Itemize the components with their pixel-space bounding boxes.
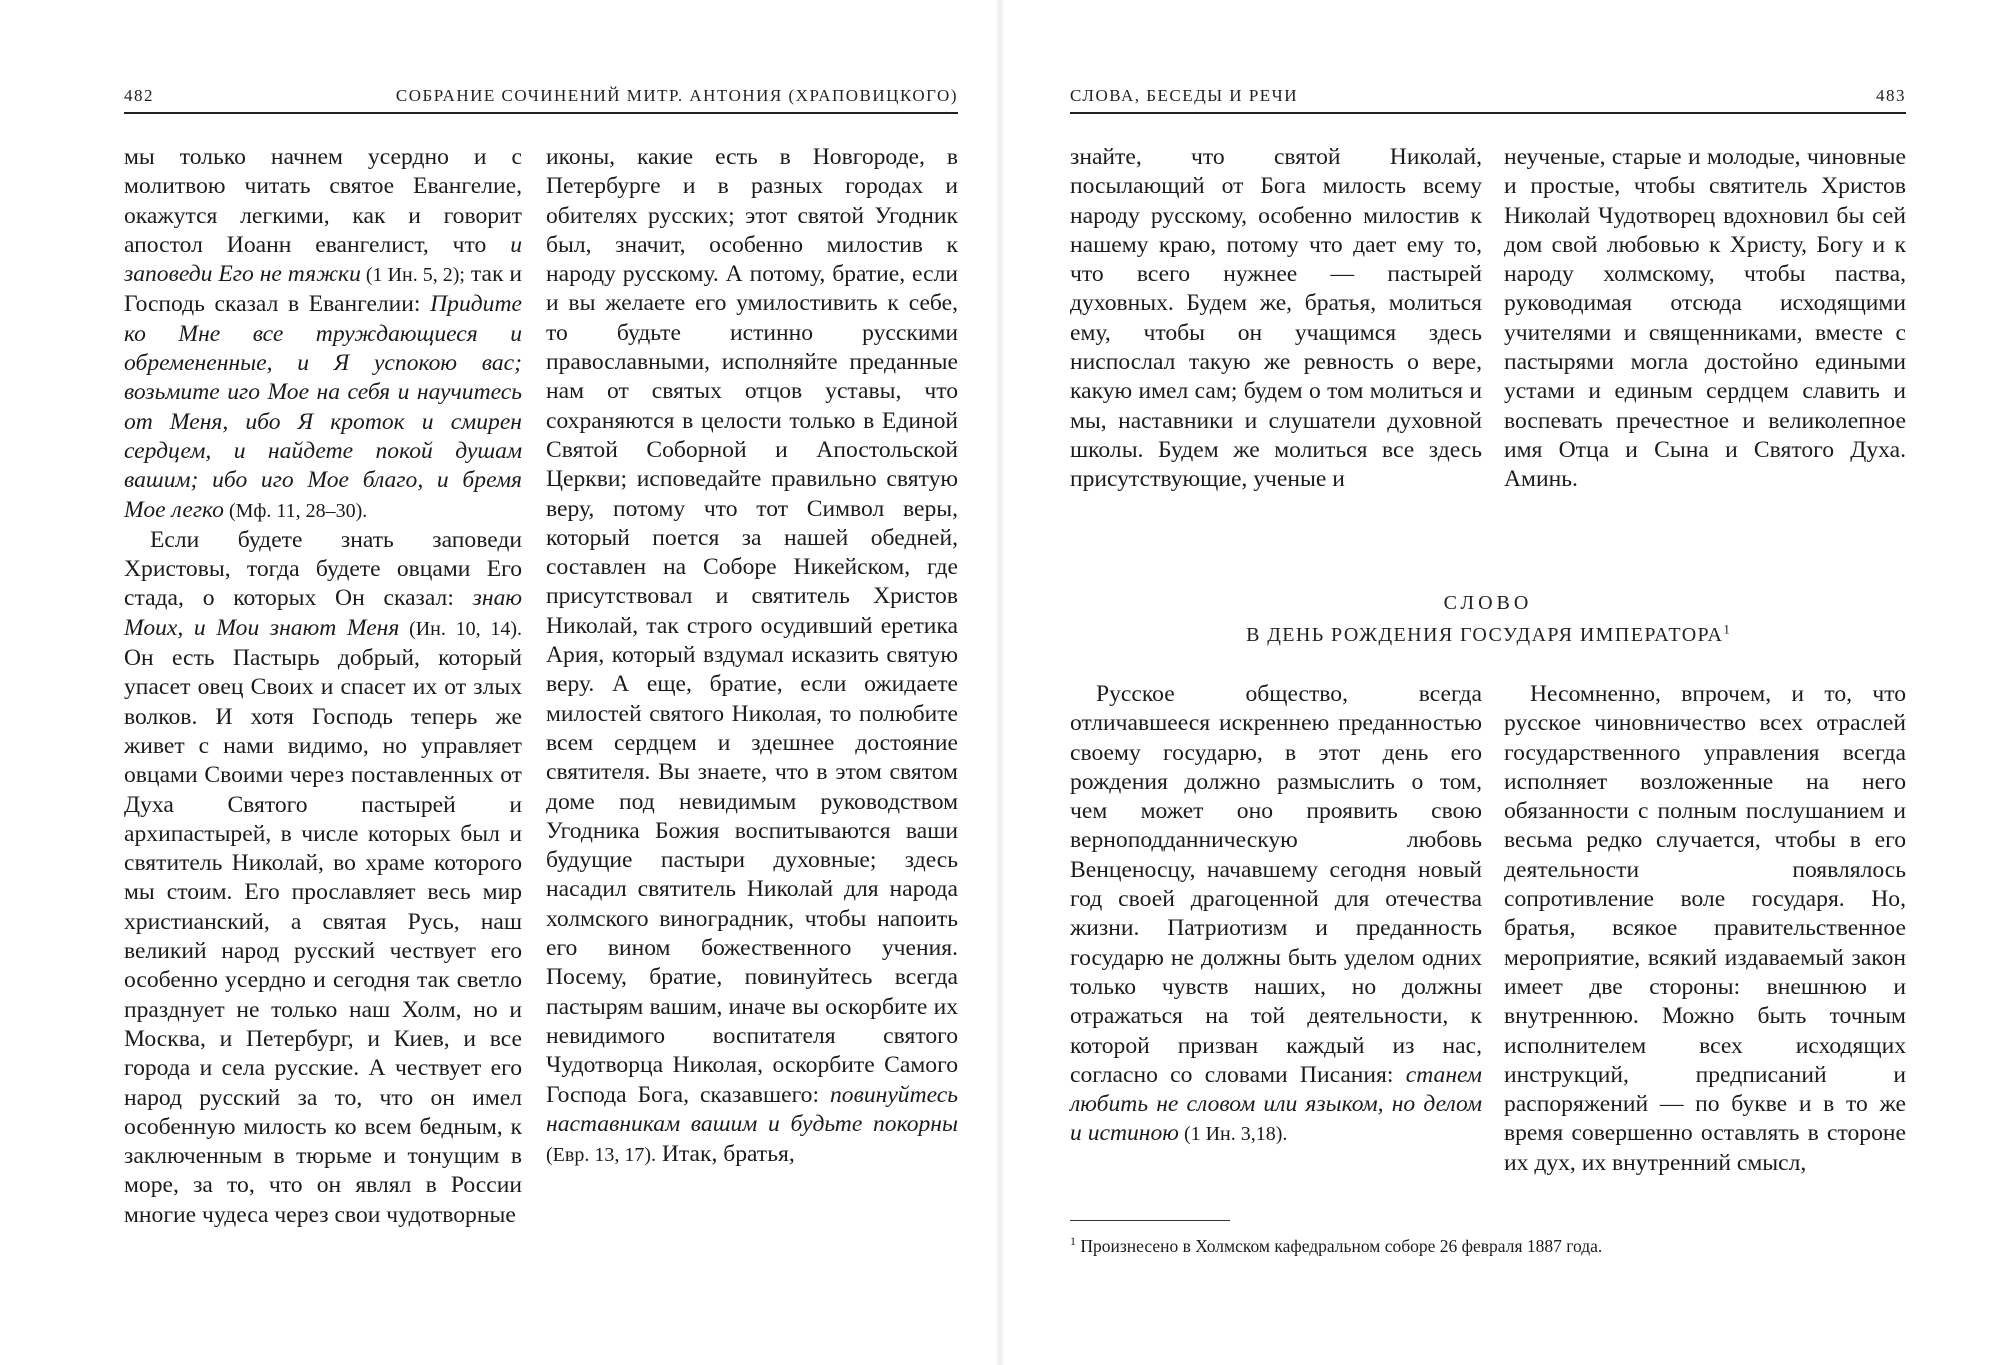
text-run: мы только начнем усердно и с молитвою читать святое Евангелие, окажутся легкими, как и говорит апостол Иоанн евангелист, что bbox=[124, 144, 522, 258]
footnote-text: Произнесено в Холмском кафедральном соборе 26 февраля 1887 года. bbox=[1080, 1235, 1603, 1256]
scripture-quote: знаю Моих, и Мои знают Меня bbox=[124, 585, 522, 641]
right-page-number: 483 bbox=[1876, 86, 1906, 105]
paragraph: Несомненно, впрочем, и то, что русское чиновничество всех отраслей государственного управления всегда исполняет возложенные на него обязанности с полным послушанием и весьма редко случается, чтобы в его деятельности появлялось сопротивление воле государя. Но, братья, всякое правительственное мероприятие, всякий издаваемый закон имеет две стороны: внешнюю и внутреннюю. Можно быть точным исполнителем всех исходящих инструкций, предписаний и распоряжений — по букве и в то же время совершенно оставлять в стороне их дух, их внутренний смысл, bbox=[1504, 681, 1906, 1176]
text-run: иконы, какие есть в Новгороде, в Петербурге и в разных городах и обителях русских; этот святой Угодник был, значит, особенно милостив к народу русскому. А потому, братие, если и вы желаете его умилостивить к себе, то будьте истинно русскими православными, исполняйте преданные нам от святых отцов уставы, что сохраняются в целости только в Единой Святой Соборной и Апостольской Церкви; исповедайте правильно святую веру, потому что тот Символ веры, который поется за нашей обедней, составлен на Соборе Никейском, где присутствовал и святитель Христов Николай, так строго осудивший еретика Ария, который вздумал исказить святую веру. А еще, братие, если ожидаете милостей святого Николая, то полюбите всем сердцем и здешнее достояние святителя. Вы знаете, что в этом святом доме под невидимым руководством Угодника Божия воспитываются ваши будущие пастыри духовные; здесь насадил святитель Николай для народа холмского виноградник, чтобы напоить его вином божественного учения. Посему, братие, повинуйтесь всегда пастырям вашим, иначе вы оскорбите их невидимого воспитателя святого Чудотворца Николая, оскорбите Самого Господа Бога, сказавшего: bbox=[546, 144, 958, 1108]
left-running-title: СОБРАНИЕ СОЧИНЕНИЙ МИТР. АНТОНИЯ (ХРАПОВИЦКОГО) bbox=[395, 86, 958, 105]
right-running-title: СЛОВА, БЕСЕДЫ И РЕЧИ bbox=[1070, 86, 1298, 105]
paragraph bbox=[124, 526, 522, 1230]
scripture-reference: (1 Ин. 5, 2); bbox=[360, 264, 465, 287]
left-page-header bbox=[124, 82, 958, 114]
right-column-4 bbox=[1504, 680, 1906, 1178]
section-title-line-2 bbox=[1246, 621, 1730, 646]
left-page-number: 482 bbox=[124, 86, 154, 105]
scripture-reference: (Ин. 10, 14). bbox=[399, 617, 522, 640]
left-column-1 bbox=[124, 143, 522, 1230]
section-title bbox=[1070, 590, 1906, 648]
right-page bbox=[1000, 0, 2000, 1365]
text-run: Если будете знать заповеди Христовы, тогда будете овцами Его стада, о которых Он сказал: bbox=[124, 526, 522, 612]
scripture-quote: Придите ко Мне все труждающиеся и обремененные, и Я успокою вас; возьмите иго Мое на себя и научитесь от Меня, ибо Я кроток и смирен сердцем, и найдете покой душам вашим; ибо иго Мое благо, и бремя Мое легко bbox=[124, 291, 522, 523]
scripture-reference: (1 Ин. 3,18). bbox=[1178, 1123, 1288, 1146]
right-column-3 bbox=[1070, 680, 1482, 1150]
section-title-text: В ДЕНЬ РОЖДЕНИЯ ГОСУДАРЯ ИМПЕРАТОРА bbox=[1246, 623, 1724, 646]
paragraph bbox=[124, 143, 522, 526]
scripture-quote: станем любить не словом или языком, но делом и истиною bbox=[1070, 1061, 1482, 1147]
section-title-line-1: СЛОВО bbox=[1443, 592, 1533, 614]
footnote-rule bbox=[1070, 1220, 1230, 1221]
scripture-quote: повинуйтесь наставникам вашим и будьте покорны bbox=[546, 1081, 958, 1137]
paragraph: знайте, что святой Николай, посылающий от Бога милость всему народу русскому, особенно милостив к нашему краю, потому что дает ему то, что всего нужнее — пастырей духовных. Будем же, братья, молиться ему, чтобы он учащимся здесь ниспослал такую же ревность о вере, какую имел сам; будем о том молиться и мы, наставники и слушатели духовной школы. Будем же молиться все здесь присутствующие, ученые и bbox=[1070, 144, 1482, 493]
left-column-2 bbox=[546, 143, 958, 1170]
paragraph bbox=[546, 143, 958, 1170]
scripture-reference: (Мф. 11, 28–30). bbox=[223, 499, 368, 522]
text-run: Русское общество, всегда отличавшееся искреннею преданностью своему государю, в этот день его рождения должно размыслить о том, чем может оно проявить свою верноподданническую любовь Венценосцу, начавшему сегодня новый год своей драгоценной для отечества жизни. Патриотизм и преданность государю не должны быть уделом одних только чувств наших, но должны отражаться на той деятельности, к которой призван каждый из нас, согласно со словами Писания: bbox=[1070, 681, 1482, 1088]
text-run: так и Господь сказал в Евангелии: bbox=[124, 261, 522, 318]
paragraph bbox=[1070, 680, 1482, 1150]
right-column-1 bbox=[1070, 143, 1482, 495]
text-run: Итак, братья, bbox=[655, 1141, 795, 1168]
right-column-2 bbox=[1504, 143, 1906, 495]
footnote-marker: 1 bbox=[1723, 621, 1730, 636]
footnote bbox=[1070, 1230, 1906, 1257]
scripture-reference: (Евр. 13, 17). bbox=[546, 1144, 656, 1167]
text-run: Он есть Пастырь добрый, который упасет овец Своих и спасет их от злых волков. И хотя Господь теперь же живет с нами видимо, но управляет овцами Своими через поставленных от Духа Святого пастырей и архипастырей, в числе которых был и святитель Николай, во храме которого мы стоим. Его прославляет весь мир христианский, а святая Русь, наш великий народ русский чествует его особенно усердно и сегодня так светло празднует не только наш Холм, но и Москва, и Петербург, и Киев, и все города и села русские. А чествует его народ русский за то, что он имел особенную милость ко всем бедным, к заключенным в тюрьме и тонущим в море, за то, что он являл в России многие чудеса через свои чудотворные bbox=[124, 645, 522, 1228]
scripture-quote: и заповеди Его не тяжки bbox=[124, 231, 522, 288]
paragraph: неученые, старые и молодые, чиновные и простые, чтобы святитель Христов Николай Чудотворец вдохновил бы сей дом свой любовью к Христу, Богу и к народу холмскому, чтобы паства, руководимая отсюда исходящими учителями и священниками, вместе с пастырями могла достойно едиными устами и единым сердцем славить и воспевать пречестное и великолепное имя Отца и Сына и Святого Духа. Аминь. bbox=[1504, 144, 1906, 493]
footnote-number: 1 bbox=[1070, 1234, 1076, 1248]
right-page-header bbox=[1070, 82, 1906, 114]
